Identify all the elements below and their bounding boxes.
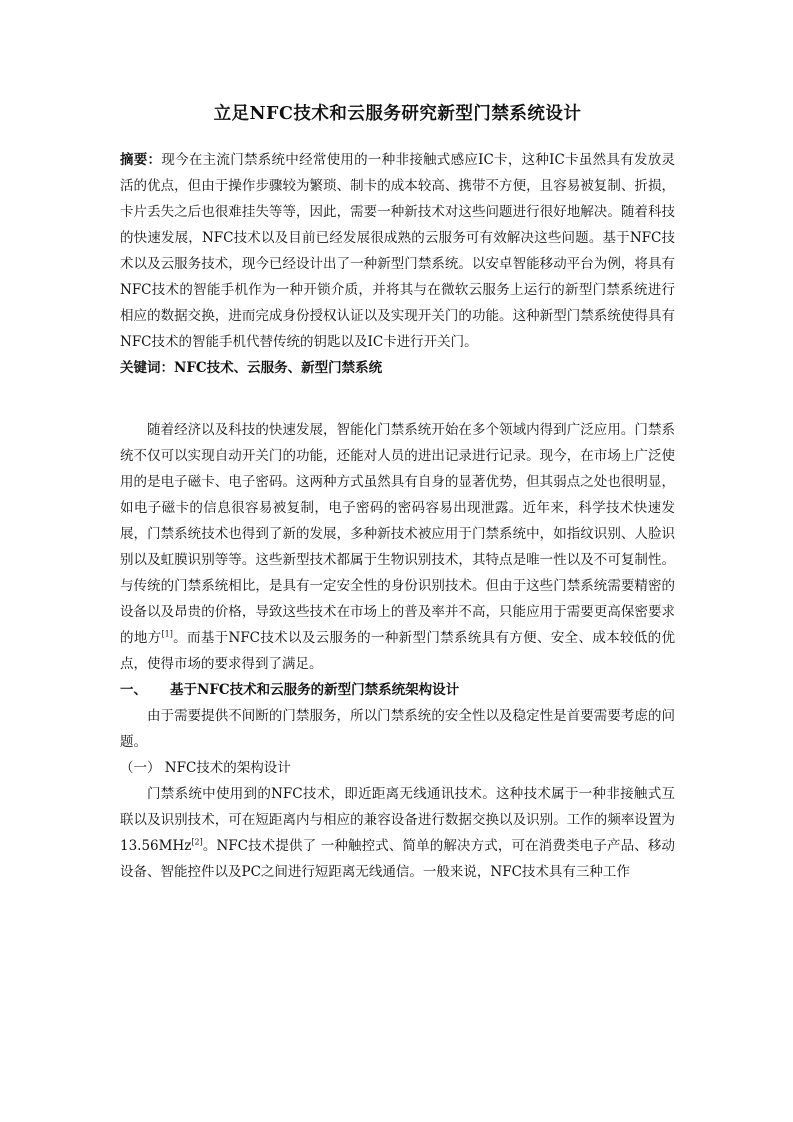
intro-text: 随着经济以及科技的快速发展，智能化门禁系统开始在多个领域内得到广泛应用。门禁系统不仅可以实现自动开关门的功能，还能对人员的进出记录进行记录。现今，在市场上广泛使用的是电子磁卡、电子密码。这两种方式虽然具有自身的显著优势，但其弱点之处也很明显，如电子磁卡的信息很容易被复制，电子密码的密码容易出现泄露。近年来，科学技术快速发展，门禁系统技术也得到了新的发展，多种新技术被应用于门禁系统中，如指纹识别、人脸识别以及虹膜识别等等。这些新型技术都属于生物识别技术，其特点是唯一性以及不可复制性。与传统的门禁系统相比，是具有一定安全性的身份识别技术。但由于这些门禁系统需要精密的设备以及昂贵的价格，导致这些技术在市场上的普及率并不高，只能应用于需要更高保密要求的地方 (120, 422, 675, 646)
abstract-label: 摘要： (120, 152, 162, 168)
subsection-number: （一） (120, 760, 161, 776)
section1-paragraph: 由于需要提供不间断的门禁服务，所以门禁系统的安全性以及稳定性是首要需要考虑的问题。 (120, 708, 675, 750)
subsection-heading-1 (120, 755, 675, 781)
keywords-label: 关键词： (120, 360, 174, 376)
citation-2: [2] (191, 837, 203, 847)
abstract-text: 现今在主流门禁系统中经常使用的一种非接触式感应IC卡，这种IC卡虽然具有发放灵活的优点，但由于操作步骤较为繁琐、制卡的成本较高、携带不方便，且容易被复制、折损，卡片丢失之后也很难挂失等等，因此，需要一种新技术对这些问题进行很好地解决。随着科技的快速发展，NFC技术以及目前已经发展很成熟的云服务可有效解决这些问题。基于NFC技术以及云服务技术，现今已经设计出了一种新型门禁系统。以安卓智能移动平台为例，将具有NFC技术的智能手机作为一种开锁介质，并将其与在微软云服务上运行的新型门禁系统进行相应的数据交换，进而完成身份授权认证以及实现开关门的功能。这种新型门禁系统使得具有NFC技术的智能手机代替传统的钥匙以及IC卡进行开关门。 (120, 152, 676, 350)
paper-page (120, 100, 675, 885)
subsection-title: NFC技术的架构设计 (164, 760, 291, 776)
subsection1-text-cont: 。NFC技术提供了 一种触控式、简单的解决方式，可在消费类电子产品、移动设备、智能控件以及PC之间进行短距离无线通信。一般来说，NFC技术具有三种工作 (120, 838, 675, 880)
keywords-text: NFC技术、云服务、新型门禁系统 (174, 360, 383, 376)
citation-1: [1] (161, 629, 173, 639)
subsection1-paragraph (120, 781, 675, 885)
keywords (120, 355, 675, 381)
section-number: 一、 (120, 682, 147, 698)
section-title: 基于NFC技术和云服务的新型门禁系统架构设计 (170, 682, 460, 698)
paper-title: 立足NFC技术和云服务研究新型门禁系统设计 (213, 104, 582, 124)
intro-paragraph (120, 417, 675, 677)
section-heading-1 (120, 677, 675, 703)
subsection1-text: 门禁系统中使用到的NFC技术，即近距离无线通讯技术。这种技术属于一种非接触式互联以及识别技术，可在短距离内与相应的兼容设备进行数据交换以及识别。工作的频率设置为13.56MHz (120, 786, 675, 854)
intro-text-cont: 。而基于NFC技术以及云服务的一种新型门禁系统具有方便、安全、成本较低的优点，使得市场的要求得到了满足。 (120, 630, 675, 672)
abstract (120, 147, 675, 355)
